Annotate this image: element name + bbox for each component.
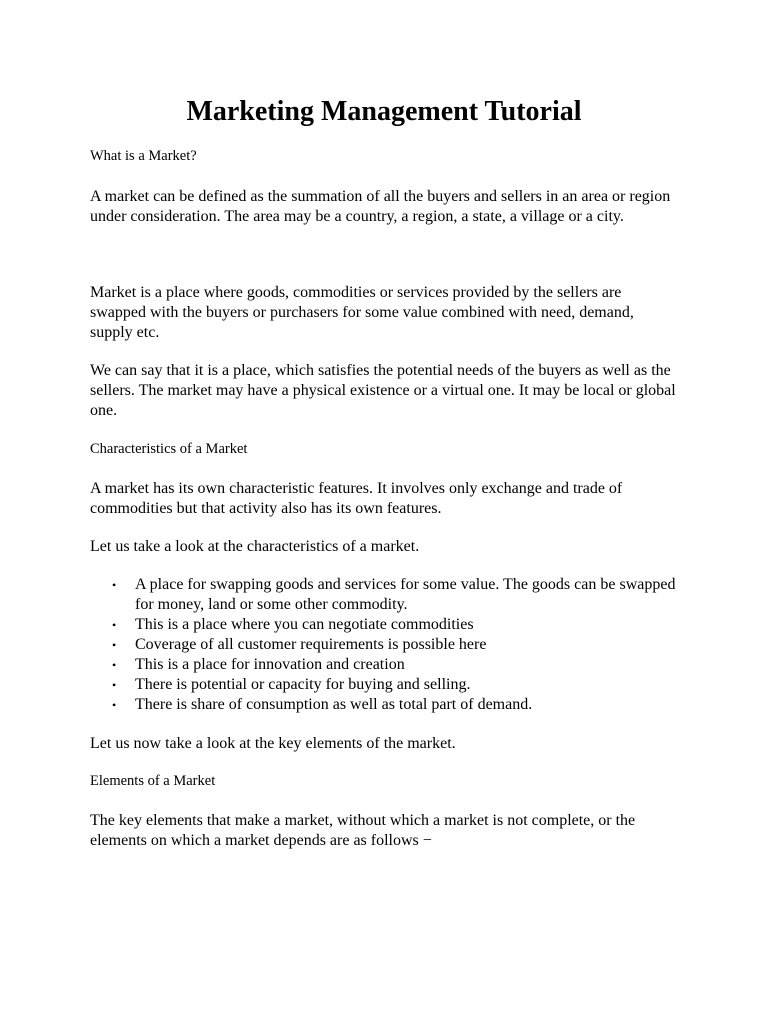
bullet-icon: • (112, 698, 117, 712)
bullet-icon: • (112, 618, 117, 632)
list-item-text: There is potential or capacity for buying and selling. (135, 676, 471, 693)
list-item-text: This is a place where you can negotiate commodities (135, 616, 474, 633)
page-title: Marketing Management Tutorial (186, 96, 582, 127)
paragraph-look: Let us take a look at the characteristics of a market. (90, 538, 420, 555)
list-item-text: This is a place for innovation and creation (135, 656, 405, 673)
paragraph-definition: A market can be defined as the summation of all the buyers and sellers in an area or region under consideration. The area may be a country, a region, a state, a village or a city. (90, 188, 671, 225)
list-item (112, 655, 678, 675)
bullet-icon: • (112, 678, 117, 692)
heading-what-is-market: What is a Market? (90, 148, 197, 164)
list-item (112, 695, 678, 715)
bullet-icon: • (112, 638, 117, 652)
list-item (112, 675, 678, 695)
paragraph-key-elements: Let us now take a look at the key elements of the market. (90, 735, 456, 752)
paragraph-elements: The key elements that make a market, without which a market is not complete, or the elements on which a market depends are as follows − (90, 812, 636, 849)
bullet-icon: • (112, 578, 117, 592)
heading-elements: Elements of a Market (90, 773, 216, 789)
bullet-icon: • (112, 658, 117, 672)
list-item-text: A place for swapping goods and services for some value. The goods can be swapped for money, land or some other commodity. (135, 576, 676, 613)
list-item-text: Coverage of all customer requirements is possible here (135, 636, 487, 653)
list-item (112, 575, 678, 615)
paragraph-features: A market has its own characteristic features. It involves only exchange and trade of commodities but that activity also has its own features. (90, 480, 623, 517)
list-item-text: There is share of consumption as well as total part of demand. (135, 696, 533, 713)
characteristics-list (90, 575, 678, 715)
paragraph-place: Market is a place where goods, commodities or services provided by the sellers are swapped with the buyers or purchasers for some value combined with need, demand, supply etc. (90, 284, 634, 341)
list-item (112, 615, 678, 635)
list-item (112, 635, 678, 655)
heading-characteristics: Characteristics of a Market (90, 441, 248, 457)
paragraph-needs: We can say that it is a place, which satisfies the potential needs of the buyers as well as the sellers. The market may have a physical existence or a virtual one. It may be local or global one. (90, 362, 676, 419)
